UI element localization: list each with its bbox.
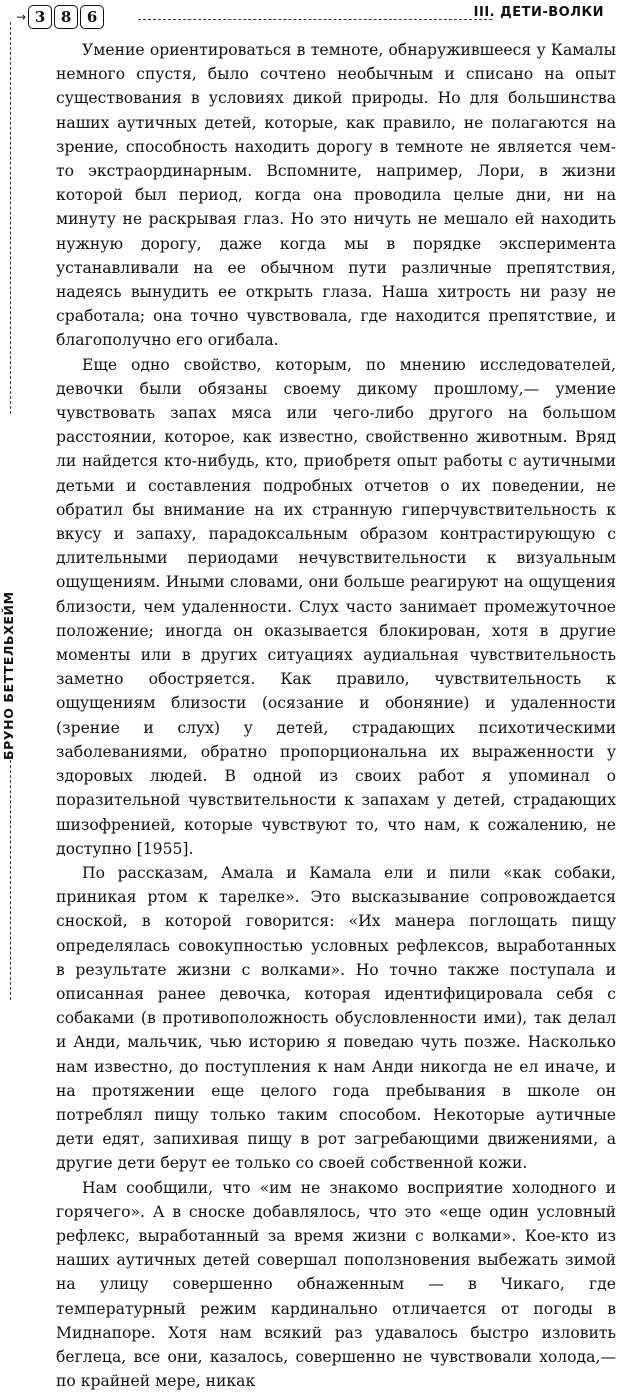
body-text [56, 38, 616, 1393]
page-number [16, 5, 106, 29]
side-author-label: БРУНО БЕТТЕЛЬХЕЙМ [1, 591, 16, 760]
paragraph: Нам сообщили, что «им не знакомо восприятие холодного и горячего». А в сноске добавлялось, что это «еще один условный рефлекс, выработанный за время жизни с волками». Кое-кто из наших аутичных детей совершал поползновения выбежать зимой на улицу совершенно обнаженным — в Чикаго, где температурный режим кардинально отличается от погоды в Миднапоре. Хотя нам всякий раз удавалось быстро изловить беглеца, все они, казалось, совершенно не чувствовали холода,— по крайней мере, никак [56, 1178, 616, 1391]
page-number-digit: 8 [54, 5, 78, 29]
side-divider-top [10, 22, 11, 414]
header-divider [138, 19, 492, 20]
side-divider-bottom [10, 760, 11, 1000]
page-header [0, 0, 620, 34]
arrow-icon: → [16, 10, 27, 24]
page-number-digit: 6 [80, 5, 104, 29]
running-head: III. ДЕТИ-ВОЛКИ [473, 5, 604, 20]
paragraph: Еще одно свойство, которым, по мнению исследователей, девочки были обязаны своему дикому прошлому,— умение чувствовать запах мяса или чего-либо другого на большом расстоянии, которое, как известно, свойственно животным. Вряд ли найдется кто-нибудь, кто, приобретя опыт работы с аутичными детьми и составления подробных отчетов о их поведении, не обратил бы внимание на их странную гиперчувствительность к вкусу и запаху, парадоксальным образом контрастирующую с длительными периодами нечувствительности к визуальным ощущениям. Иными словами, они больше реагируют на ощущения близости, чем удаленности. Слух часто занимает промежуточное положение; иногда он оказывается блокирован, хотя в другие моменты или в других ситуациях аудиальная чувствительность заметно обостряется. Как правило, чувствительность к ощущениям близости (осязание и обоняние) и удаленности (зрение и слух) у детей, страдающих психотическими заболеваниями, обратно пропорциональна их выраженности у здоровых людей. В одной из своих работ я упоминал о поразительной чувствительности к запахам у детей, страдающих шизофренией, которые чувствуют то, что нам, к сожалению, не доступно [1955]. [56, 355, 616, 858]
paragraph: По рассказам, Амала и Камала ели и пили «как собаки, приникая ртом к тарелке». Это высказывание сопровождается сноской, в которой говорится: «Их манера поглощать пищу определялась совокупностью условных рефлексов, выработанных в результате жизни с волками». Но точно также поступала и описанная ранее девочка, которая идентифицировала себя с собаками (в противоположность обусловленности ими), так делал и Анди, мальчик, чью историю я поведаю чуть позже. Насколько нам известно, до поступления к нам Анди никогда не ел иначе, и на протяжении еще целого года пребывания в школе он потреблял пищу только таким способом. Некоторые аутичные дети едят, запихивая пищу в рот загребающими движениями, а другие дети берут ее только со своей собственной кожи. [56, 863, 616, 1173]
paragraph: Умение ориентироваться в темноте, обнаружившееся у Камалы немного спустя, было сочтено необычным и списано на опыт существования в условиях дикой природы. Но для большинства наших аутичных детей, которые, как правило, не полагаются на зрение, способность находить дорогу в темноте не является чем-то экстраординарным. Вспомните, например, Лори, в жизни которой был период, когда она проводила целые дни, ни на минуту не раскрывая глаз. Но это ничуть не мешало ей находить нужную дорогу, даже когда мы в порядке эксперимента устанавливали на ее обычном пути различные препятствия, надеясь вынудить ее открыть глаза. Наша хитрость ни разу не сработала; она точно чувствовала, где находится препятствие, и благополучно его огибала. [56, 41, 616, 350]
page-number-digit: 3 [28, 5, 52, 29]
